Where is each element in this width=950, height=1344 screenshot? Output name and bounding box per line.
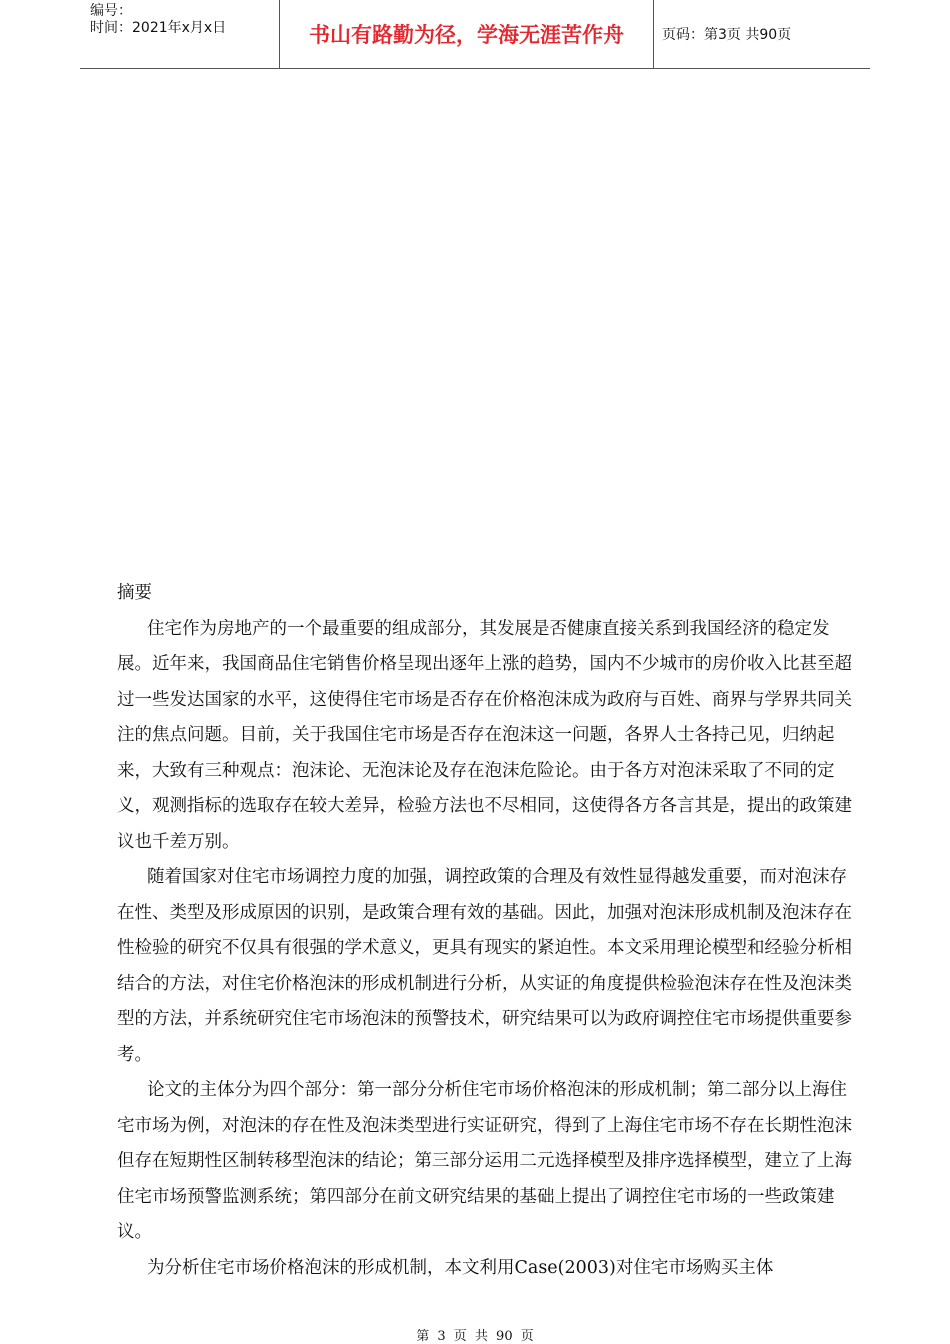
section-heading: 摘要: [117, 583, 152, 603]
document-body: [117, 576, 857, 1286]
page-footer: 第 3 页 共 90 页: [416, 1329, 534, 1344]
header-page-info: 页码：第3页 共90页: [662, 27, 792, 43]
serial-label: 编号：: [90, 3, 132, 19]
paragraph-3: 论文的主体分为四个部分：第一部分分析住宅市场价格泡沫的形成机制；第二部分以上海住宅市场为例，对泡沫的存在性及泡沫类型进行实证研究，得到了上海住宅市场不存在长期性泡沫但存在短期性区制转移型泡沫的结论；第三部分运用二元选择模型及排序选择模型，建立了上海住宅市场预警监测系统；第四部分在前文研究结果的基础上提出了调控住宅市场的一些政策建议。: [117, 1080, 852, 1242]
time-label: 时间：2021年x月x日: [90, 20, 227, 36]
paragraph-1: 住宅作为房地产的一个最重要的组成部分，其发展是否健康直接关系到我国经济的稳定发展。近年来，我国商品住宅销售价格呈现出逐年上涨的趋势，国内不少城市的房价收入比甚至超过一些发达国家的水平，这使得住宅市场是否存在价格泡沫成为政府与百姓、商界与学界共同关注的焦点问题。目前，关于我国住宅市场是否存在泡沫这一问题，各界人士各持己见，归纳起来，大致有三种观点：泡沫论、无泡沫论及存在泡沫危险论。由于各方对泡沫采取了不同的定义，观测指标的选取存在较大差异，检验方法也不尽相同，这使得各方各言其是，提出的政策建议也千差万别。: [117, 618, 852, 852]
paragraph-2: 随着国家对住宅市场调控力度的加强，调控政策的合理及有效性显得越发重要，而对泡沫存在性、类型及形成原因的识别，是政策合理有效的基础。因此，加强对泡沫形成机制及泡沫存在性检验的研究不仅具有很强的学术意义，更具有现实的紧迫性。本文采用理论模型和经验分析相结合的方法，对住宅价格泡沫的形成机制进行分析，从实证的角度提供检验泡沫存在性及泡沫类型的方法，并系统研究住宅市场泡沫的预警技术，研究结果可以为政府调控住宅市场提供重要参考。: [117, 867, 852, 1065]
paragraph-4: 为分析住宅市场价格泡沫的形成机制，本文利用Case(2003)对住宅市场购买主体: [147, 1257, 774, 1278]
header-meta: [80, 0, 280, 68]
page-header: [80, 0, 870, 69]
header-motto: 书山有路勤为径，学海无涯苦作舟: [280, 0, 654, 68]
